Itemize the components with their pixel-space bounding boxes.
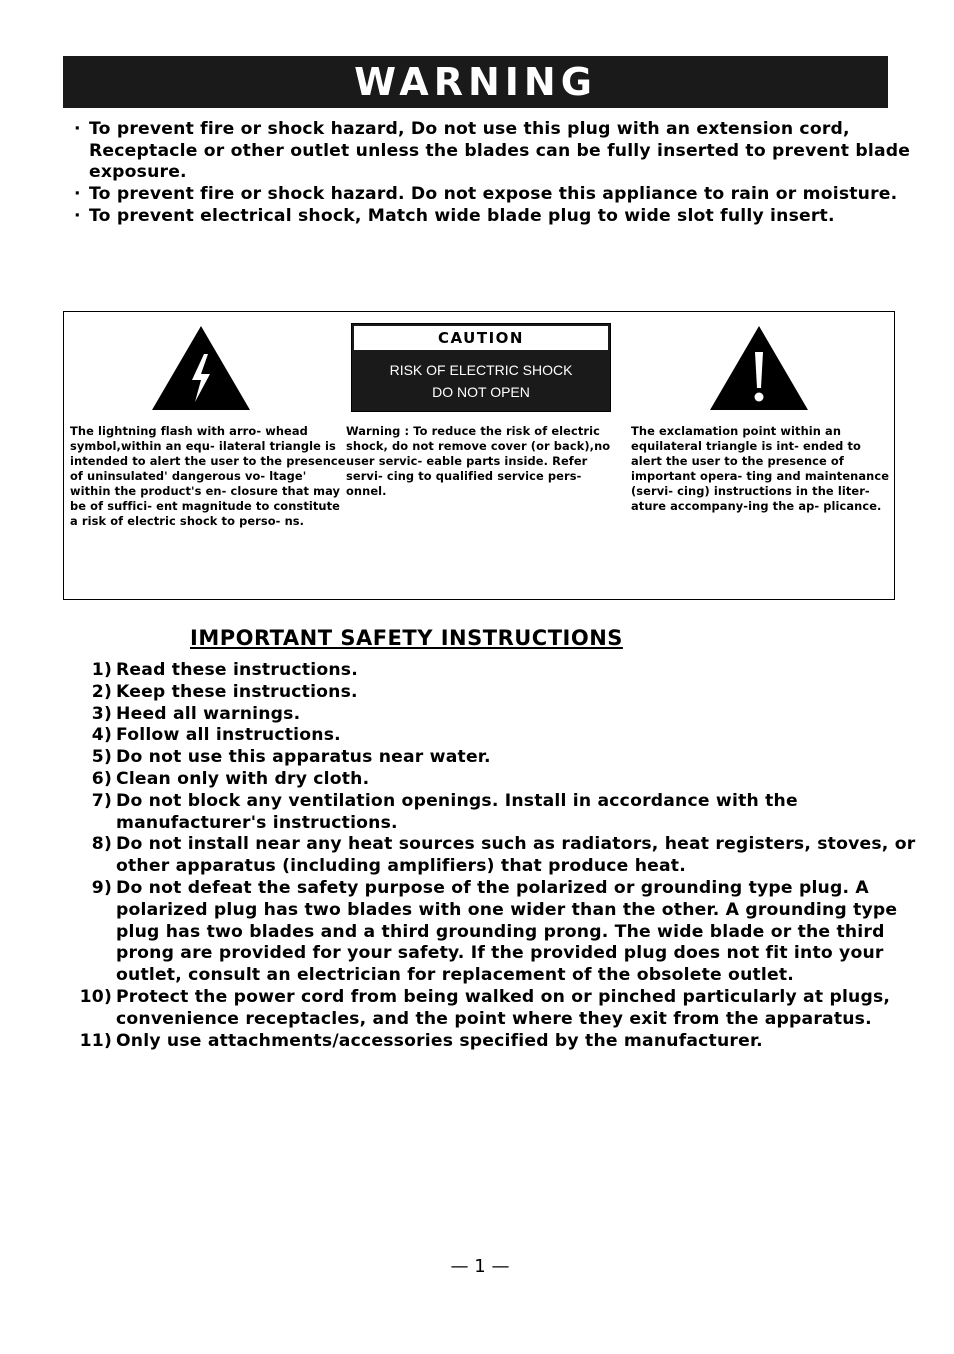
- item-text: Heed all warnings.: [116, 703, 301, 724]
- item-text: Read these instructions.: [116, 660, 358, 680]
- list-item: [62, 987, 942, 1031]
- warning-item: [74, 119, 934, 184]
- item-number: 10): [79, 986, 112, 1007]
- caution-line-2: DO NOT OPEN: [432, 384, 530, 400]
- bullet-marker: ·: [74, 119, 81, 139]
- list-item: [62, 769, 942, 791]
- warning-list: [74, 119, 934, 228]
- caution-line-1: RISK OF ELECTRIC SHOCK: [389, 362, 573, 378]
- item-text: Do not block any ventilation openings. Install in accordance with the manufacturer's instructions.: [116, 790, 798, 833]
- lightning-description: The lightning flash with arro- whead symbol,within an equ- ilateral triangle is intended to alert the user to the presence of uninsulated' dangerous vo- ltage' within the product's en- closure that may be of suffici- ent magnitude to constitute a risk of electric shock to perso- ns.: [70, 424, 346, 528]
- list-item: [62, 660, 942, 682]
- item-number: 1): [91, 660, 112, 680]
- warning-text: To prevent fire or shock hazard, Do not use this plug with an extension cord, Receptacle or other outlet unless the blades can be fully inserted to prevent blade exposure.: [89, 119, 911, 183]
- list-item: [62, 1031, 942, 1053]
- page-number: — 1 —: [450, 1256, 510, 1277]
- warning-description: Warning : To reduce the risk of electric shock, do not remove cover (or back),no user servic- eable parts inside. Refer servi- cing to qualified service pers- onnel.: [346, 424, 611, 498]
- item-number: 3): [91, 703, 112, 724]
- item-text: Keep these instructions.: [116, 681, 358, 702]
- warning-text: To prevent electrical shock, Match wide blade plug to wide slot fully insert.: [89, 205, 835, 226]
- item-text: Only use attachments/accessories specified by the manufacturer.: [116, 1030, 763, 1051]
- item-number: 8): [91, 834, 112, 855]
- exclamation-description: The exclamation point within an equilateral triangle is int- ended to alert the user to the presence of important opera- ting and maintenance (servi- cing) instructions in the liter- ature accompany-ing the ap- plicance.: [631, 424, 890, 513]
- item-text: Clean only with dry cloth.: [116, 768, 370, 789]
- list-item: [62, 682, 942, 704]
- item-text: Follow all instructions.: [116, 725, 341, 746]
- warning-item: [74, 184, 934, 206]
- item-text: Do not defeat the safety purpose of the polarized or grounding type plug. A polarized plug has two blades with one wider than the other. A grounding type plug has two blades and a third grounding prong. The wide blade or the third prong are provided for your safety. If the provided plug does not fit into your outlet, consult an electrician for replacement of the obsolete outlet.: [116, 877, 898, 986]
- list-item: [62, 704, 942, 726]
- bullet-marker: ·: [74, 184, 81, 205]
- warning-banner: [63, 56, 888, 108]
- item-number: 4): [91, 725, 112, 746]
- list-item: [62, 725, 942, 747]
- list-item: [62, 747, 942, 769]
- item-number: 6): [91, 768, 112, 789]
- item-text: Do not install near any heat sources such as radiators, heat registers, stoves, or other apparatus (including amplifiers) that produce heat.: [116, 834, 916, 877]
- list-item: [62, 791, 942, 835]
- item-number: 2): [91, 681, 112, 702]
- item-text: Protect the power cord from being walked on or pinched particularly at plugs, convenience receptacles, and the point where they exit from the apparatus.: [116, 986, 891, 1029]
- warning-text: To prevent fire or shock hazard. Do not expose this appliance to rain or moisture.: [89, 184, 898, 205]
- list-item: [62, 878, 942, 987]
- caution-label: [351, 323, 611, 412]
- caution-box: [63, 311, 895, 600]
- warning-item: [74, 206, 934, 228]
- lightning-triangle-icon: [150, 324, 252, 412]
- caution-header: CAUTION: [354, 326, 608, 350]
- item-number: 7): [91, 790, 112, 811]
- warning-title: WARNING: [354, 60, 597, 104]
- item-text: Do not use this apparatus near water.: [116, 747, 491, 768]
- item-number: 5): [91, 747, 112, 768]
- safety-title: IMPORTANT SAFETY INSTRUCTIONS: [190, 626, 623, 650]
- exclamation-triangle-icon: [708, 324, 810, 412]
- bullet-marker: ·: [74, 205, 81, 226]
- instruction-list: [62, 660, 942, 1052]
- item-number: 9): [91, 877, 112, 898]
- item-number: 11): [79, 1030, 112, 1051]
- list-item: [62, 834, 942, 878]
